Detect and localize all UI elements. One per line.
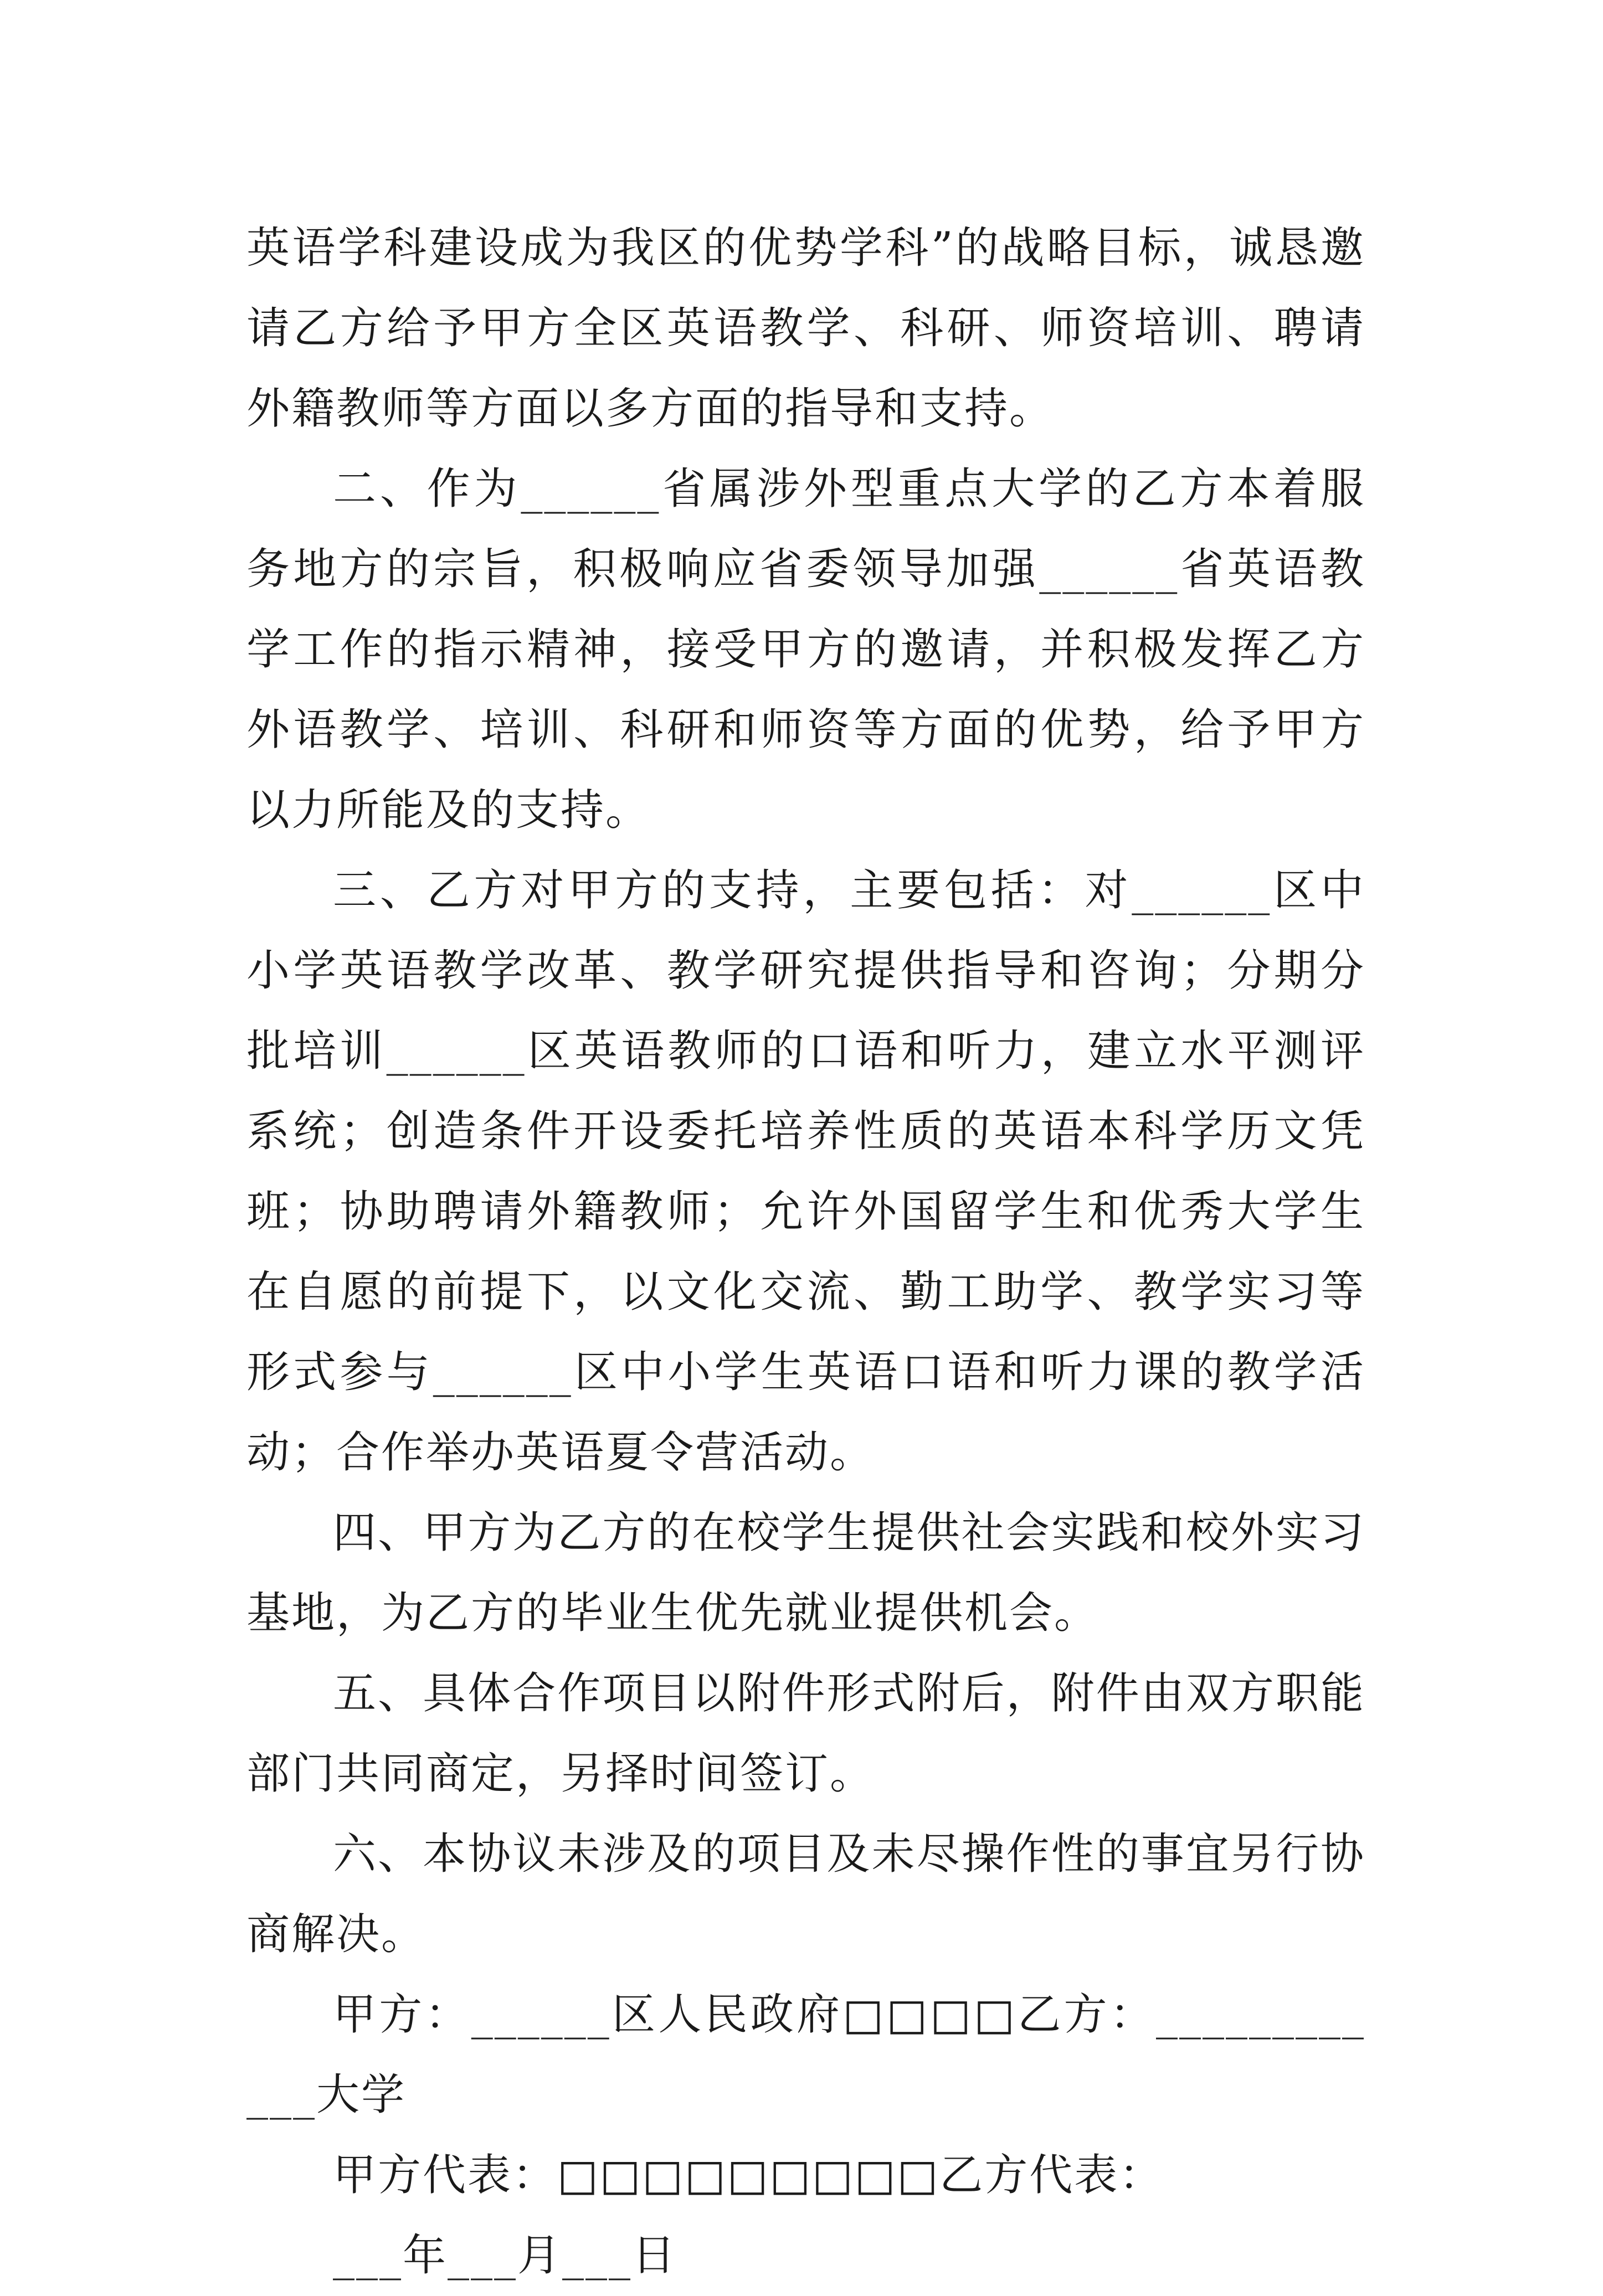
- document-page: [246, 208, 1365, 2296]
- paragraph-clause-2: 二、作为______省属涉外型重点大学的乙方本着服务地方的宗旨，积极响应省委领导加强______省英语教学工作的指示精神，接受甲方的邀请，并积极发挥乙方外语教学、培训、科研和师资等方面的优势，给予甲方以力所能及的支持。: [246, 464, 1365, 835]
- paragraph-clause-5: 五、具体合作项目以附件形式附后，附件由双方职能部门共同商定，另择时间签订。: [246, 1669, 1365, 1799]
- paragraph-intro-continued: 英语学科建设成为我区的优势学科”的战略目标，诚恳邀请乙方给予甲方全区英语教学、科研、师资培训、聘请外籍教师等方面以多方面的指导和支持。: [246, 223, 1365, 434]
- date-line: ___年___月___日: [333, 2231, 677, 2280]
- representatives-line: 甲方代表：□□□□□□□□□乙方代表：: [333, 2150, 1164, 2200]
- paragraph-clause-4: 四、甲方为乙方的在校学生提供社会实践和校外实习基地，为乙方的毕业生优先就业提供机会。: [246, 1508, 1365, 1638]
- paragraph-clause-6: 六、本协议未涉及的项目及未尽操作性的事宜另行协商解决。: [246, 1829, 1365, 1959]
- paragraph-parties: 甲方：______区人民政府□□□□乙方：____________大学: [246, 1990, 1365, 2120]
- paragraph-clause-3: 三、乙方对甲方的支持，主要包括：对______区中小学英语教学改革、教学研究提供指导和咨询；分期分批培训______区英语教师的口语和听力，建立水平测评系统；创造条件开设委托培养性质的英语本科学历文凭班；协助聘请外籍教师；允许外国留学生和优秀大学生在自愿的前提下，以文化交流、勤工助学、教学实习等形式参与______区中小学生英语口语和听力课的教学活动；合作举办英语夏令营活动。: [246, 866, 1365, 1478]
